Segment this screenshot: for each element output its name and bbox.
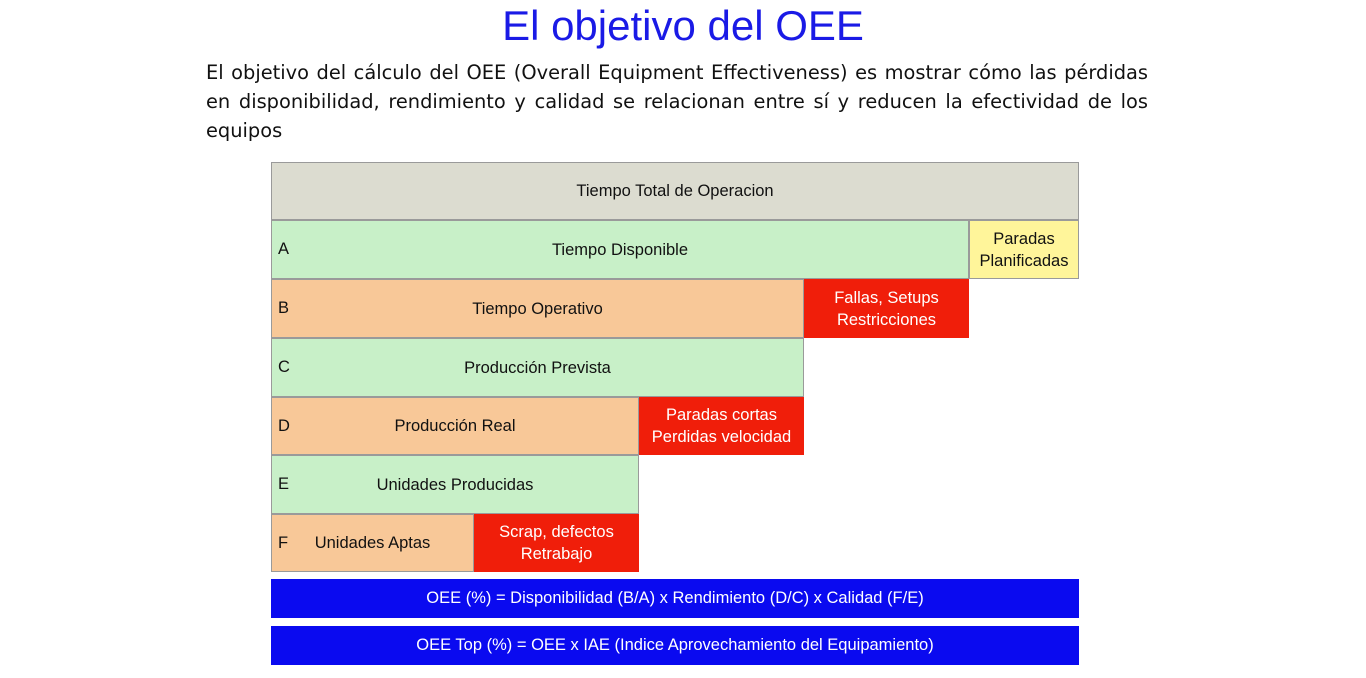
oee-formula-bar: OEE (%) = Disponibilidad (B/A) x Rendimiento (D/C) x Calidad (F/E) xyxy=(271,579,1079,618)
row-e-label: Unidades Producidas xyxy=(376,475,534,494)
row-e-units-produced xyxy=(271,455,639,514)
row-b-letter: B xyxy=(278,299,290,317)
row-c-letter: C xyxy=(278,358,290,376)
loss-scrap-defects: Scrap, defectos Retrabajo xyxy=(474,514,639,572)
row-c-label: Producción Prevista xyxy=(464,358,611,377)
row-b-operating-time xyxy=(271,279,804,338)
row-b-label: Tiempo Operativo xyxy=(472,299,603,318)
row-a-available-time xyxy=(271,220,969,279)
row-c-planned-production xyxy=(271,338,804,397)
row-d-letter: D xyxy=(278,416,290,435)
row-a-label: Tiempo Disponible xyxy=(551,240,689,259)
row-f-good-units xyxy=(271,514,474,572)
loss-short-stops-speed: Paradas cortas Perdidas velocidad xyxy=(639,397,804,455)
row-d-label: Producción Real xyxy=(394,417,516,435)
row-f-label: Unidades Aptas xyxy=(314,534,431,552)
loss-planned-stops: Paradas Planificadas xyxy=(969,220,1079,279)
slide-title: El objetivo del OEE xyxy=(502,2,864,49)
row-d-actual-production xyxy=(271,397,639,455)
total-operation-time-bar xyxy=(271,162,1079,220)
total-operation-time-label: Tiempo Total de Operacion xyxy=(576,182,774,200)
loss-failures-setups: Fallas, Setups Restricciones xyxy=(804,279,969,338)
row-a-letter: A xyxy=(278,240,290,258)
row-e-letter: E xyxy=(278,475,290,493)
oee-top-formula-bar: OEE Top (%) = OEE x IAE (Indice Aprovechamiento del Equipamiento) xyxy=(271,626,1079,665)
intro-paragraph: El objetivo del cálculo del OEE (Overall Equipment Effectiveness) es mostrar cómo las pérdidas en disponibilidad, rendimiento y calidad se relacionan entre sí y reducen la efectividad de los equipos xyxy=(206,61,1148,142)
row-f-letter: F xyxy=(278,533,289,552)
